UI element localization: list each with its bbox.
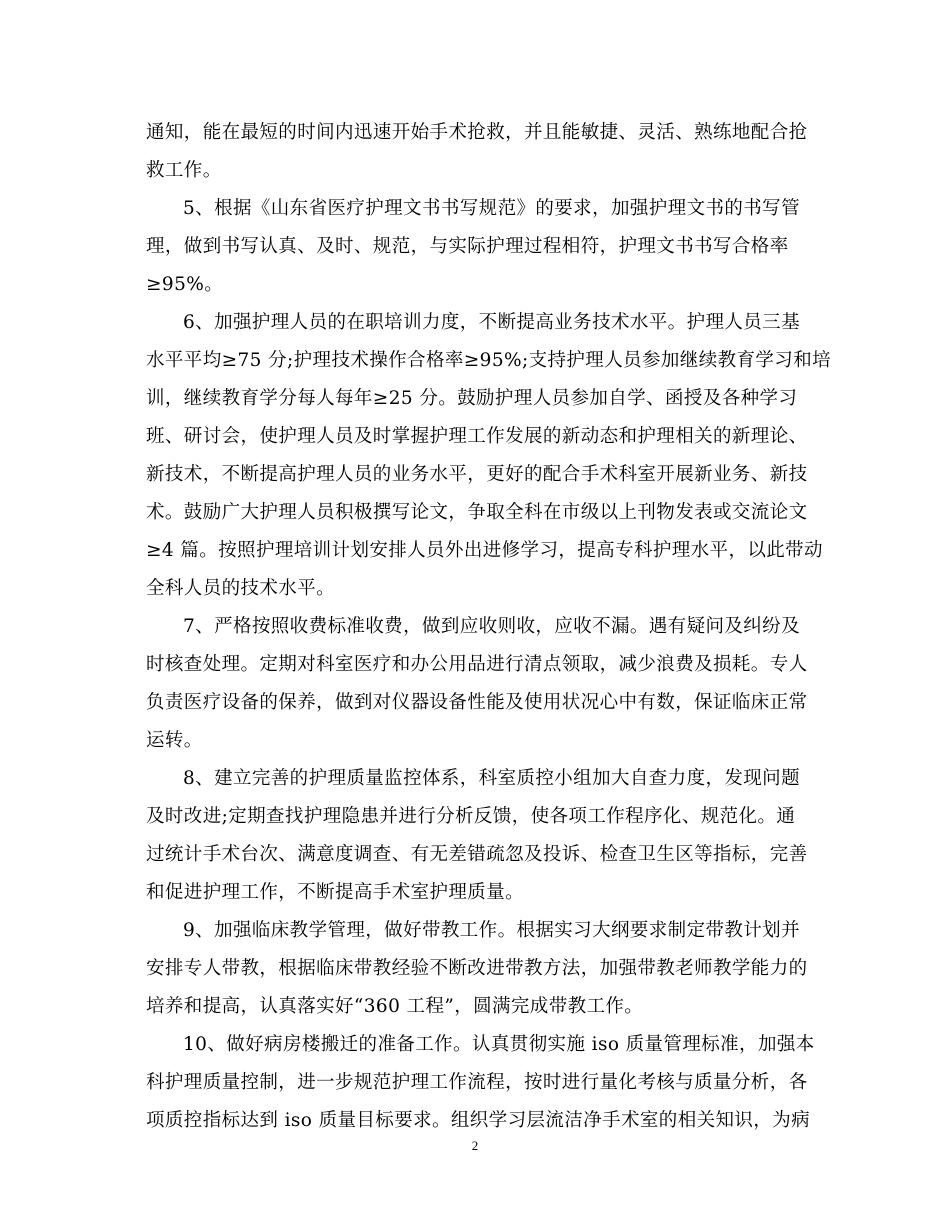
text-line: 理，做到书写认真、及时、规范，与实际护理过程相符，护理文书书写合格率 (146, 236, 789, 257)
paragraph-p5 (146, 190, 806, 304)
text-line: 5、根据《山东省医疗护理文书书写规范》的要求，加强护理文书的书写管 (183, 198, 800, 219)
text-line: 项质控指标达到 iso 质量目标要求。组织学习层流洁净手术室的相关知识，为病 (146, 1110, 811, 1131)
text-line: 时核查处理。定期对科室医疗和办公用品进行清点领取，减少浪费及损耗。专人 (146, 654, 808, 675)
text-line: ≥95%。 (146, 274, 224, 295)
paragraph-p7 (146, 608, 806, 760)
text-line: 运转。 (146, 730, 203, 751)
page-number: 2 (471, 1138, 479, 1153)
text-line: 科护理质量控制，进一步规范护理工作流程，按时进行量化考核与质量分析，各 (146, 1072, 808, 1093)
text-line: 10、做好病房楼搬迁的准备工作。认真贯彻实施 iso 质量管理标准，加强本 (183, 1034, 815, 1055)
text-line: 班、研讨会，使护理人员及时掌握护理工作发展的新动态和护理相关的新理论、 (146, 426, 808, 447)
text-line: 培养和提高，认真落实好“360 工程”，圆满完成带教工作。 (146, 996, 644, 1017)
paragraph-p6 (146, 304, 832, 608)
text-line: 训，继续教育学分每人每年≥25 分。鼓励护理人员参加自学、函授及各种学习 (146, 388, 798, 409)
text-line: ≥4 篇。按照护理培训计划安排人员外出进修学习，提高专科护理水平，以此带动 (146, 540, 823, 561)
text-line: 负责医疗设备的保养，做到对仪器设备性能及使用状况心中有数，保证临床正常 (146, 692, 808, 713)
paragraph-p9 (146, 912, 806, 1026)
text-line: 9、加强临床教学管理，做好带教工作。根据实习大纲要求制定带教计划并 (183, 920, 800, 941)
text-line: 水平平均≥75 分;护理技术操作合格率≥95%;支持护理人员参加继续教育学习和培 (146, 350, 832, 371)
text-line: 8、建立完善的护理质量监控体系，科室质控小组加大自查力度，发现问题 (183, 768, 800, 789)
text-line: 7、严格按照收费标准收费，做到应收则收，应收不漏。遇有疑问及纠纷及 (183, 616, 800, 637)
paragraph-p8 (146, 760, 806, 912)
paragraph-p10 (146, 1026, 815, 1140)
text-line: 过统计手术台次、满意度调查、有无差错疏忽及投诉、检查卫生区等指标，完善 (146, 844, 808, 865)
text-line: 术。鼓励广大护理人员积极撰写论文，争取全科在市级以上刊物发表或交流论文 (146, 502, 808, 523)
text-line: 通知，能在最短的时间内迅速开始手术抢救，并且能敏捷、灵活、熟练地配合抢 (146, 122, 808, 143)
document-body (146, 114, 832, 1140)
text-line: 和促进护理工作，不断提高手术室护理质量。 (146, 882, 525, 903)
text-line: 全科人员的技术水平。 (146, 578, 336, 599)
text-line: 6、加强护理人员的在职培训力度，不断提高业务技术水平。护理人员三基 (183, 312, 800, 333)
text-line: 救工作。 (146, 160, 222, 181)
text-line: 及时改进;定期查找护理隐患并进行分析反馈，使各项工作程序化、规范化。通 (146, 806, 796, 827)
text-line: 新技术，不断提高护理人员的业务水平，更好的配合手术科室开展新业务、新技 (146, 464, 808, 485)
paragraph-p-cont (146, 114, 806, 190)
text-line: 安排专人带教，根据临床带教经验不断改进带教方法，加强带教老师教学能力的 (146, 958, 808, 979)
